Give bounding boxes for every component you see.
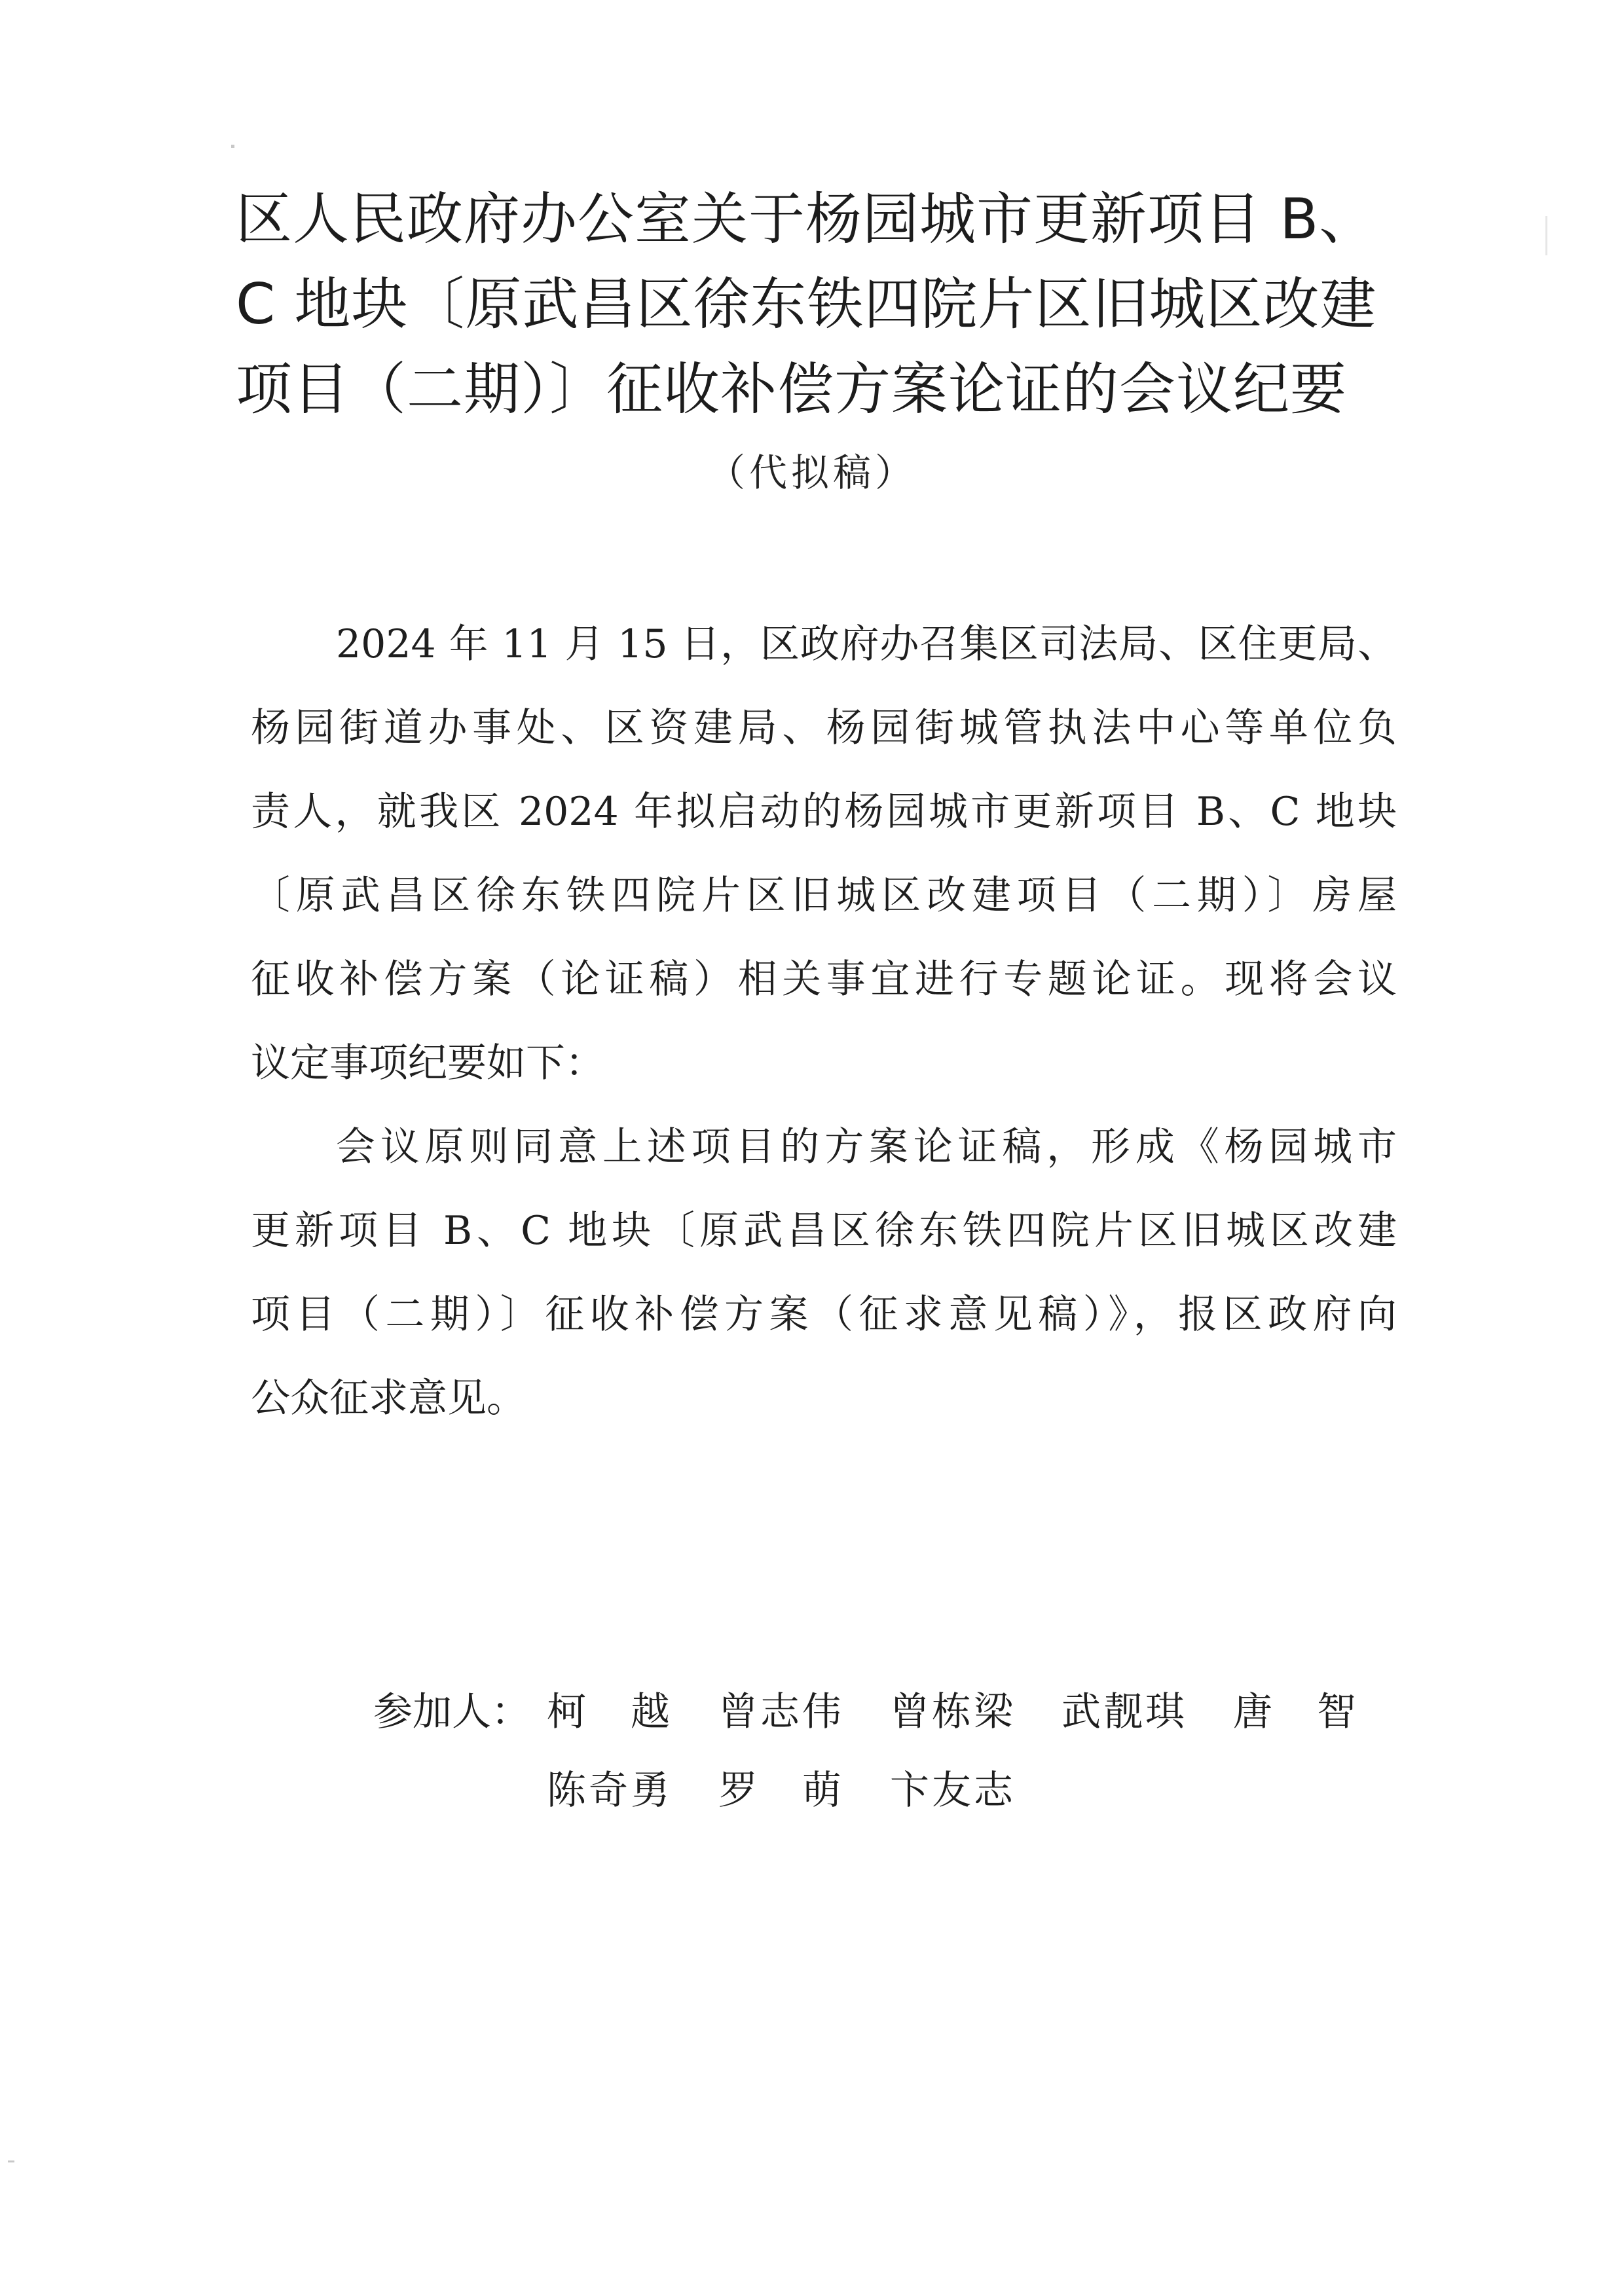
document-body [251, 602, 1397, 1440]
paragraph-1 [251, 602, 1397, 1105]
attendee-name: 武靓琪 [1061, 1689, 1187, 1735]
attendee-name: 唐 智 [1233, 1689, 1359, 1735]
scan-speck [8, 2160, 14, 2162]
attendee-name: 卞友志 [890, 1768, 1016, 1813]
attendees-row-1 [373, 1673, 1405, 1751]
title-line-1: 区人民政府办公室关于杨园城市更新项目 B、 [236, 187, 1376, 252]
paragraph-2 [251, 1105, 1397, 1440]
paragraph-1-line: 2024 年 11 月 15 日，区政府办召集区司法局、区住更局、 [336, 621, 1397, 667]
paragraph-1-line: 责人，就我区 2024 年拟启动的杨园城市更新项目 B、C 地块 [251, 789, 1397, 835]
title-line-3: 项目（二期）〕征收补偿方案论证的会议纪要 [236, 357, 1347, 422]
paragraph-1-line: 〔原武昌区徐东铁四院片区旧城区改建项目（二期）〕房屋 [251, 873, 1397, 919]
paragraph-2-line: 更新项目 B、C 地块〔原武昌区徐东铁四院片区旧城区改建 [251, 1208, 1397, 1254]
attendee-name: 柯 越 [547, 1689, 673, 1735]
attendees-row-2 [373, 1751, 1405, 1830]
attendee-name: 陈奇勇 [547, 1768, 673, 1813]
attendee-name: 曾志伟 [718, 1689, 844, 1735]
paragraph-1-line: 征收补偿方案（论证稿）相关事宜进行专题论证。现将会议 [251, 957, 1397, 1002]
paragraph-2-line: 会议原则同意上述项目的方案论证稿，形成《杨园城市 [336, 1124, 1397, 1170]
attendee-name: 罗 萌 [718, 1768, 844, 1813]
draft-subtitle: （代拟稿） [707, 450, 917, 495]
attendee-name: 曾栋梁 [890, 1689, 1016, 1735]
scan-edge-mark [1545, 216, 1547, 255]
paragraph-1-line: 议定事项纪要如下： [251, 1040, 604, 1086]
title-line-2: C 地块〔原武昌区徐东铁四院片区旧城区改建 [236, 272, 1377, 337]
document-title [236, 177, 1414, 432]
attendees-block [373, 1673, 1405, 1830]
scan-speck [231, 145, 234, 148]
paragraph-2-line: 公众征求意见。 [251, 1376, 526, 1421]
paragraph-1-line: 杨园街道办事处、区资建局、杨园街城管执法中心等单位负 [251, 705, 1397, 751]
paragraph-2-line: 项目（二期）〕征收补偿方案（征求意见稿）》，报区政府向 [251, 1292, 1397, 1338]
attendees-label: 参加人： [373, 1689, 530, 1735]
